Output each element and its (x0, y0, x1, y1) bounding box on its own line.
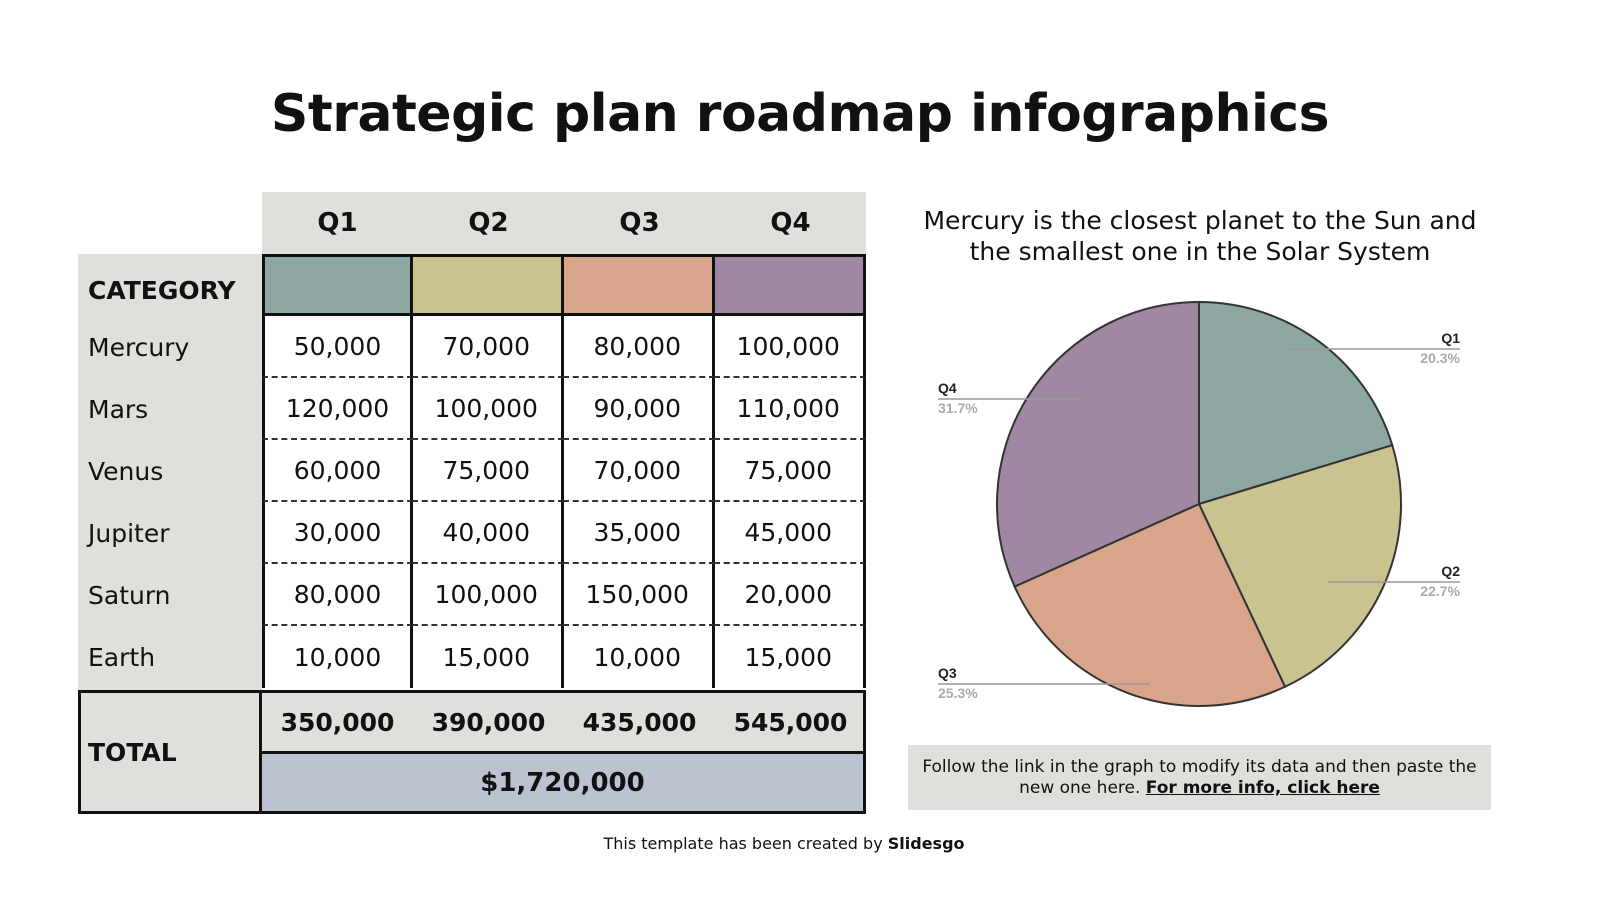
table-cell: 80,000 (563, 316, 716, 378)
quarter-color-swatch (561, 254, 715, 316)
table-cell: 15,000 (714, 626, 867, 688)
category-label: CATEGORY (88, 275, 236, 305)
more-info-link[interactable]: For more info, click here (1145, 778, 1380, 798)
table-cell: 75,000 (714, 440, 867, 502)
table-cell: 100,000 (714, 316, 867, 378)
quarter-color-swatch (262, 254, 413, 316)
slice-label: Q3 (938, 665, 957, 681)
total-cell: 545,000 (733, 707, 848, 737)
table-cell: 90,000 (563, 378, 716, 440)
page-title: Strategic plan roadmap infographics (270, 84, 1330, 144)
table-cell: 10,000 (563, 626, 716, 688)
table-cell: 60,000 (262, 440, 413, 502)
slice-percent: 20.3% (1420, 350, 1460, 366)
quarter-header: Q1 (317, 208, 358, 238)
row-label: Mars (88, 394, 149, 424)
table-cell: 70,000 (563, 440, 716, 502)
slice-percent: 22.7% (1420, 583, 1460, 599)
table-cell: 35,000 (563, 502, 716, 564)
footer-brand: Slidesgo (887, 834, 965, 853)
table-cell: 150,000 (563, 564, 716, 626)
table-cell: 30,000 (262, 502, 413, 564)
total-cell: 390,000 (431, 707, 546, 737)
table-cell: 20,000 (714, 564, 867, 626)
quarter-color-swatch (410, 254, 564, 316)
row-label: Jupiter (88, 518, 170, 548)
table-cell: 45,000 (714, 502, 867, 564)
slice-percent: 31.7% (938, 400, 978, 416)
row-label: Venus (88, 456, 164, 486)
pie-chart (920, 290, 1500, 730)
slice-percent: 25.3% (938, 685, 978, 701)
quarter-color-swatch (712, 254, 866, 316)
slice-label: Q4 (938, 380, 957, 396)
row-label: Earth (88, 642, 156, 672)
row-label: Mercury (88, 332, 190, 362)
table-cell: 75,000 (412, 440, 565, 502)
quarter-header: Q2 (468, 208, 509, 238)
table-cell: 120,000 (262, 378, 413, 440)
table-cell: 110,000 (714, 378, 867, 440)
footer (0, 834, 1568, 853)
slice-label: Q2 (1441, 563, 1460, 579)
footer-text: This template has been created by (603, 834, 883, 853)
quarter-header: Q4 (770, 208, 811, 238)
total-label: TOTAL (81, 690, 262, 814)
table-cell: 100,000 (412, 378, 565, 440)
table-cell: 80,000 (262, 564, 413, 626)
note-text: Follow the link in the graph to modify its data and then paste the new one here. (922, 757, 1477, 798)
quarter-header: Q3 (619, 208, 660, 238)
table-cell: 50,000 (262, 316, 413, 378)
slice-label: Q1 (1441, 330, 1460, 346)
table-cell: 15,000 (412, 626, 565, 688)
total-cell: 435,000 (582, 707, 697, 737)
table-cell: 40,000 (412, 502, 565, 564)
total-cell: 350,000 (280, 707, 395, 737)
row-label: Saturn (88, 580, 171, 610)
table-cell: 70,000 (412, 316, 565, 378)
pie-chart-title: Mercury is the closest planet to the Sun and the smallest one in the Solar System (923, 206, 1477, 266)
table-cell: 10,000 (262, 626, 413, 688)
grand-total: $1,720,000 (262, 751, 863, 811)
info-note (908, 745, 1491, 810)
table-cell: 100,000 (412, 564, 565, 626)
